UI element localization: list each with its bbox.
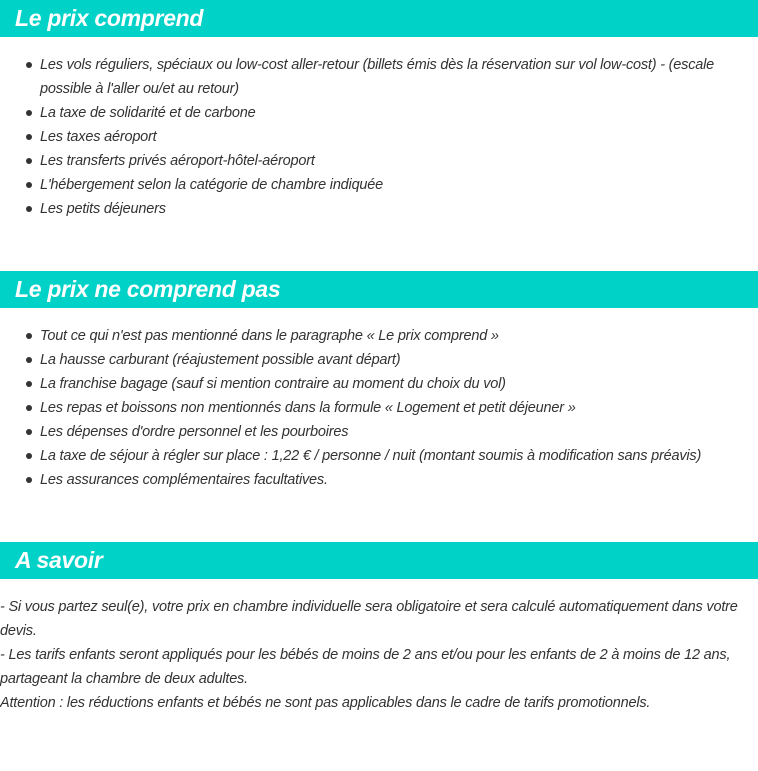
paragraph: - Les tarifs enfants seront appliqués pour les bébés de moins de 2 ans et/ou pour les enfants de 2 à moins de 12 ans, partageant la chambre de deux adultes. xyxy=(0,647,731,687)
list-item: Les vols réguliers, spéciaux ou low-cost aller-retour (billets émis dès la réservation sur vol low-cost) - (escale possible à l'aller ou/et au retour) xyxy=(0,53,740,101)
to-know-text xyxy=(0,595,756,715)
list-item: Les dépenses d'ordre personnel et les pourboires xyxy=(0,420,740,444)
list-item: Les petits déjeuners xyxy=(0,197,740,221)
list-item: L'hébergement selon la catégorie de chambre indiquée xyxy=(0,173,740,197)
paragraph: Attention : les réductions enfants et bébés ne sont pas applicables dans le cadre de tarifs promotionnels. xyxy=(0,695,651,711)
list-item: Les transferts privés aéroport-hôtel-aéroport xyxy=(0,149,740,173)
list-item: La taxe de séjour à régler sur place : 1,22 € / personne / nuit (montant soumis à modification sans préavis) xyxy=(0,444,740,468)
list-item: La franchise bagage (sauf si mention contraire au moment du choix du vol) xyxy=(0,372,740,396)
section-header-included: Le prix comprend xyxy=(0,0,758,37)
list-item: Les assurances complémentaires facultatives. xyxy=(0,468,740,492)
paragraph: - Si vous partez seul(e), votre prix en chambre individuelle sera obligatoire et sera calculé automatiquement dans votre devis. xyxy=(0,599,738,639)
included-list xyxy=(0,53,740,221)
list-item: Les repas et boissons non mentionnés dans la formule « Logement et petit déjeuner » xyxy=(0,396,740,420)
list-item: Tout ce qui n'est pas mentionné dans le paragraphe « Le prix comprend » xyxy=(0,324,740,348)
section-header-not-included: Le prix ne comprend pas xyxy=(0,271,758,308)
section-header-to-know: A savoir xyxy=(0,542,758,579)
not-included-list xyxy=(0,324,740,492)
list-item: La hausse carburant (réajustement possible avant départ) xyxy=(0,348,740,372)
list-item: Les taxes aéroport xyxy=(0,125,740,149)
list-item: La taxe de solidarité et de carbone xyxy=(0,101,740,125)
